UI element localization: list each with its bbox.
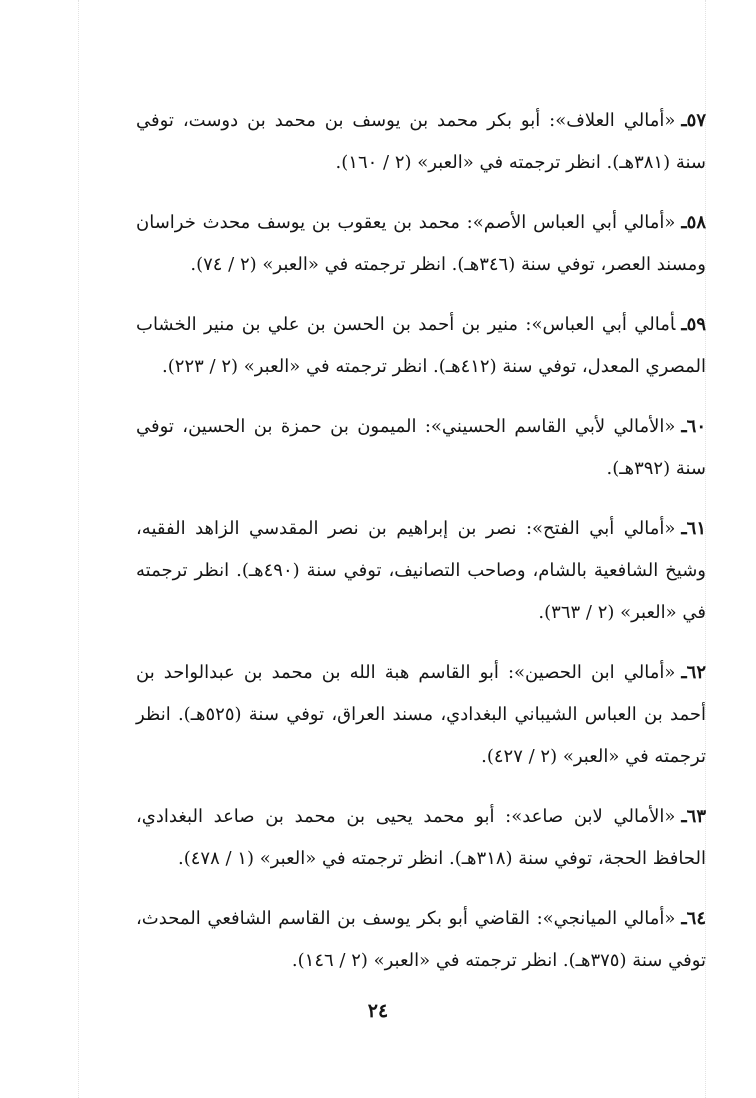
entry-text: «أمالي العلاف»: أبو بكر محمد بن يوسف بن محمد بن دوست، توفي سنة (٣٨١هـ). انظر ترجمته في «العبر» (٢ / ١٦٠). xyxy=(136,110,706,173)
entry-64 xyxy=(136,898,706,982)
entry-number: ٥٧ـ xyxy=(681,110,706,131)
entry-text: «أمالي الميانجي»: القاضي أبو بكر يوسف بن القاسم الشافعي المحدث، توفي سنة (٣٧٥هـ). انظر ترجمته في «العبر» (٢ / ١٤٦). xyxy=(136,908,706,971)
entry-text: «الأمالي لابن صاعد»: أبو محمد يحيى بن محمد بن صاعد البغدادي، الحافظ الحجة، توفي سنة (٣١٨هـ). انظر ترجمته في «العبر» (١ / ٤٧٨). xyxy=(136,806,706,869)
entry-text: «أمالي أبي الفتح»: نصر بن إبراهيم بن نصر المقدسي الزاهد الفقيه، وشيخ الشافعية بالشام، وصاحب التصانيف، توفي سنة (٤٩٠هـ). انظر ترجمته في «العبر» (٢ / ٣٦٣). xyxy=(136,518,706,623)
entry-number: ٥٨ـ xyxy=(681,212,706,233)
entry-number: ٦٠ـ xyxy=(681,416,706,437)
entry-61 xyxy=(136,508,706,634)
entry-text: أمالي أبي العباس»: منير بن أحمد بن الحسن بن علي بن منير الخشاب المصري المعدل، توفي سنة (٤١٢هـ). انظر ترجمته في «العبر» (٢ / ٢٢٣). xyxy=(136,314,706,377)
entry-text: «أمالي أبي العباس الأصم»: محمد بن يعقوب بن يوسف محدث خراسان ومسند العصر، توفي سنة (٣٤٦هـ). انظر ترجمته في «العبر» (٢ / ٧٤). xyxy=(136,212,706,275)
entry-57 xyxy=(136,100,706,184)
entry-62 xyxy=(136,652,706,778)
entry-58 xyxy=(136,202,706,286)
entry-59 xyxy=(136,304,706,388)
entry-number: ٦٢ـ xyxy=(681,662,706,683)
entry-60 xyxy=(136,406,706,490)
entry-number: ٦٤ـ xyxy=(681,908,706,929)
entry-text: «أمالي ابن الحصين»: أبو القاسم هبة الله بن محمد بن عبدالواحد بن أحمد بن العباس الشيباني البغدادي، مسند العراق، توفي سنة (٥٢٥هـ). انظر ترجمته في «العبر» (٢ / ٤٢٧). xyxy=(136,662,706,767)
entry-63 xyxy=(136,796,706,880)
faint-rule-line xyxy=(78,0,79,1098)
page-number: ٢٤ xyxy=(367,1000,389,1022)
entry-list xyxy=(136,82,706,986)
entry-number: ٦١ـ xyxy=(681,518,706,539)
entry-text: «الأمالي لأبي القاسم الحسيني»: الميمون بن حمزة بن الحسين، توفي سنة (٣٩٢هـ). xyxy=(136,416,706,479)
entry-number: ٥٩ـ xyxy=(681,314,706,335)
entry-number: ٦٣ـ xyxy=(681,806,706,827)
